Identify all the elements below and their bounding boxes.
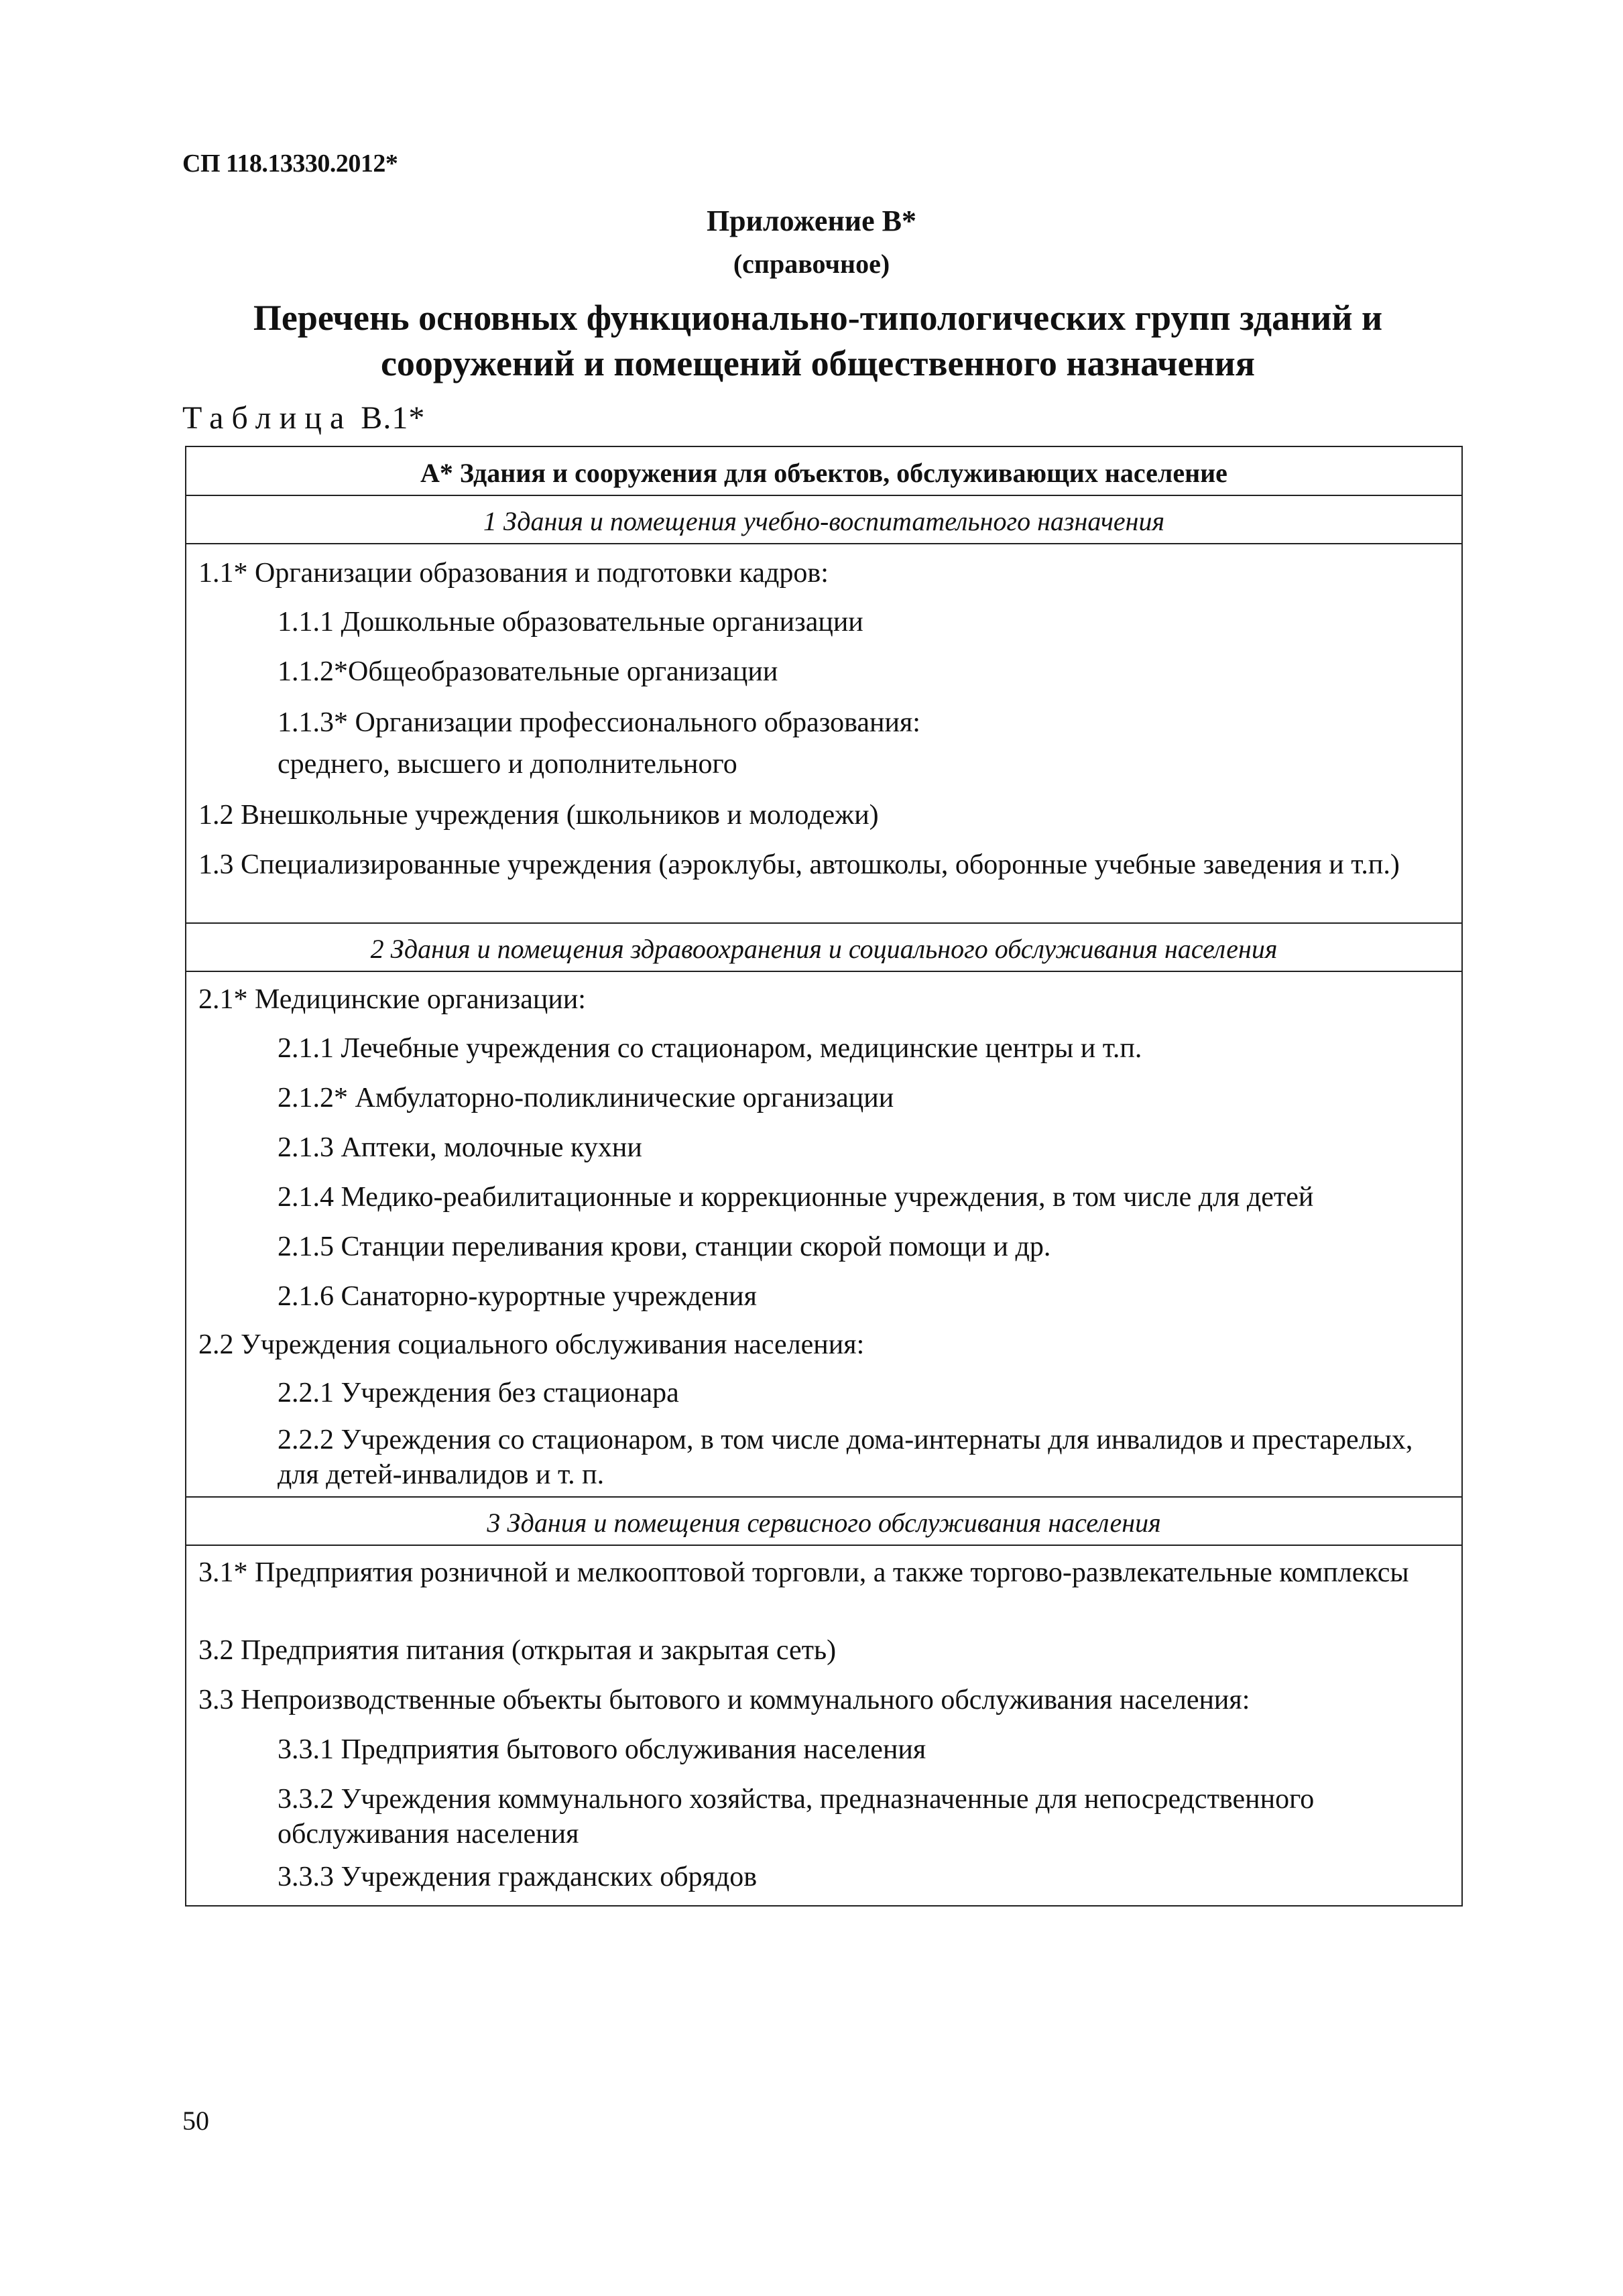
table-label-prefix: Таблица <box>182 400 353 436</box>
section-3-heading: 3 Здания и помещения сервисного обслуживания населения <box>487 1508 1161 1538</box>
list-item: 1.2 Внешкольные учреждения (школьников и молодежи) <box>198 800 879 831</box>
table-label <box>182 400 425 436</box>
main-title-line-2: сооружений и помещений общественного назначения <box>380 343 1256 383</box>
list-item: 3.3.2 Учреждения коммунального хозяйства, предназначенные для непосредственного обслуживания населения <box>278 1784 1315 1850</box>
list-item: 1.1.1 Дошкольные образовательные организации <box>278 607 863 638</box>
main-title-line-1: Перечень основных функционально-типологических групп зданий и <box>253 298 1383 338</box>
appendix-subtitle: (справочное) <box>733 249 890 279</box>
section-1-heading: 1 Здания и помещения учебно-воспитательного назначения <box>483 506 1165 536</box>
section-2-heading: 2 Здания и помещения здравоохранения и социального обслуживания населения <box>370 934 1278 964</box>
list-item: среднего, высшего и дополнительного <box>278 749 737 780</box>
table-divider <box>185 543 1463 544</box>
table-label-number: В.1* <box>361 400 426 436</box>
list-item: 2.1.4 Медико-реабилитационные и коррекционные учреждения, в том числе для детей <box>278 1182 1314 1213</box>
appendix-title: Приложение В* <box>706 204 917 237</box>
document-code: СП 118.13330.2012* <box>182 149 398 178</box>
list-item: 2.1.1 Лечебные учреждения со стационаром, медицинские центры и т.п. <box>278 1033 1142 1064</box>
list-item: 3.3.3 Учреждения гражданских обрядов <box>278 1862 758 1892</box>
table-divider <box>185 922 1463 924</box>
list-item: 3.3.1 Предприятия бытового обслуживания населения <box>278 1734 926 1765</box>
list-item: 2.1.6 Санаторно-курортные учреждения <box>278 1281 757 1312</box>
group-a-heading: А* Здания и сооружения для объектов, обслуживающих население <box>420 458 1227 488</box>
table-divider <box>185 1496 1463 1498</box>
list-item: 2.1* Медицинские организации: <box>198 984 586 1015</box>
list-item: 2.1.3 Аптеки, молочные кухни <box>278 1132 642 1163</box>
list-item: 2.2.2 Учреждения со стационаром, в том числе дома-интернаты для инвалидов и престарелых, для детей-инвалидов и т. п. <box>278 1425 1413 1490</box>
list-item: 1.1.3* Организации профессионального образования: <box>278 707 920 738</box>
list-item: 3.3 Непроизводственные объекты бытового и коммунального обслуживания населения: <box>198 1685 1250 1715</box>
page-number: 50 <box>182 2106 209 2136</box>
list-item: 2.2 Учреждения социального обслуживания населения: <box>198 1329 865 1360</box>
table-divider <box>185 1545 1463 1546</box>
list-item: 3.1* Предприятия розничной и мелкооптовой торговли, а также торгово-развлекательные комплексы <box>198 1557 1409 1588</box>
list-item: 1.1.2*Общеобразовательные организации <box>278 656 778 687</box>
list-item: 2.1.2* Амбулаторно-поликлинические организации <box>278 1083 894 1113</box>
list-item: 1.1* Организации образования и подготовки кадров: <box>198 558 829 589</box>
list-item: 1.3 Специализированные учреждения (аэроклубы, автошколы, оборонные учебные заведения и т.п.) <box>198 849 1400 880</box>
table-divider <box>185 971 1463 972</box>
list-item: 3.2 Предприятия питания (открытая и закрытая сеть) <box>198 1635 837 1666</box>
table-divider <box>185 495 1463 496</box>
list-item: 2.1.5 Станции переливания крови, станции скорой помощи и др. <box>278 1231 1051 1262</box>
main-title <box>201 295 1435 386</box>
list-item: 2.2.1 Учреждения без стационара <box>278 1378 679 1408</box>
